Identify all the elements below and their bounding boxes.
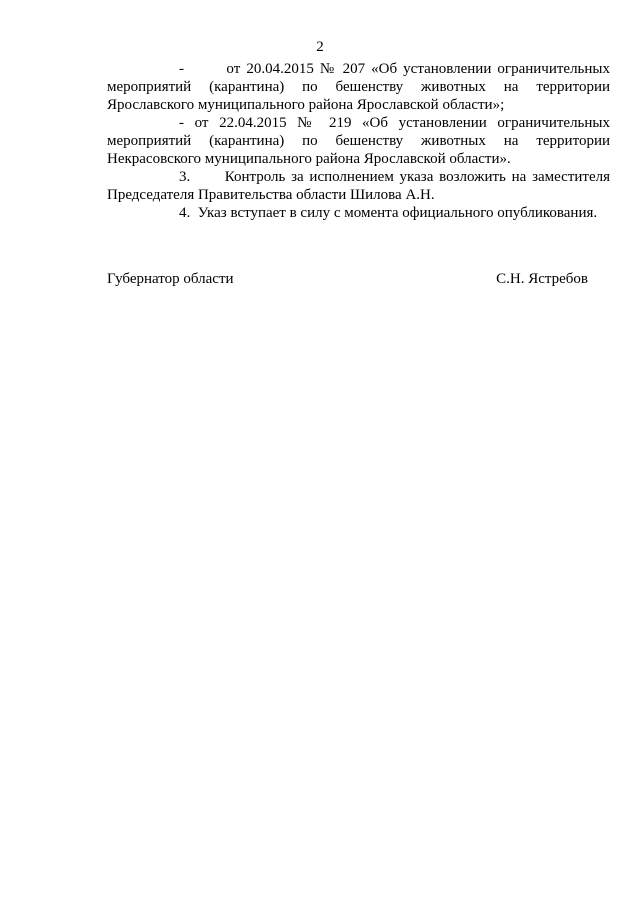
- paragraph-text: от 20.04.2015 № 207 «Об установлении ограничительных мероприятий (карантина) по бешенству животных на территории Ярославского муниципального района Ярославской области»;: [107, 61, 610, 113]
- paragraph-text: от 22.04.2015 № 219 «Об установлении ограничительных мероприятий (карантина) по бешенству животных на территории Некрасовского муниципального района Ярославской области».: [107, 115, 611, 167]
- document-body: [107, 60, 610, 222]
- paragraph-item-1: [107, 60, 610, 114]
- page-number: 2: [316, 39, 324, 55]
- paragraph-item-3: [107, 168, 610, 204]
- paragraph-marker: 3.: [179, 169, 191, 185]
- paragraph-marker: -: [179, 61, 184, 77]
- paragraph-text: Указ вступает в силу с момента официального опубликования.: [197, 205, 598, 221]
- paragraph-marker: -: [179, 115, 184, 131]
- paragraph-item-4: [107, 204, 610, 222]
- signatory-name: С.Н. Ястребов: [496, 271, 588, 287]
- paragraph-marker: 4.: [179, 205, 191, 221]
- paragraph-text: Контроль за исполнением указа возложить на заместителя Председателя Правительства области Шилова А.Н.: [107, 169, 611, 203]
- paragraph-item-2: [107, 114, 610, 168]
- signature-block: [107, 270, 588, 288]
- signatory-position: Губернатор области: [107, 271, 234, 287]
